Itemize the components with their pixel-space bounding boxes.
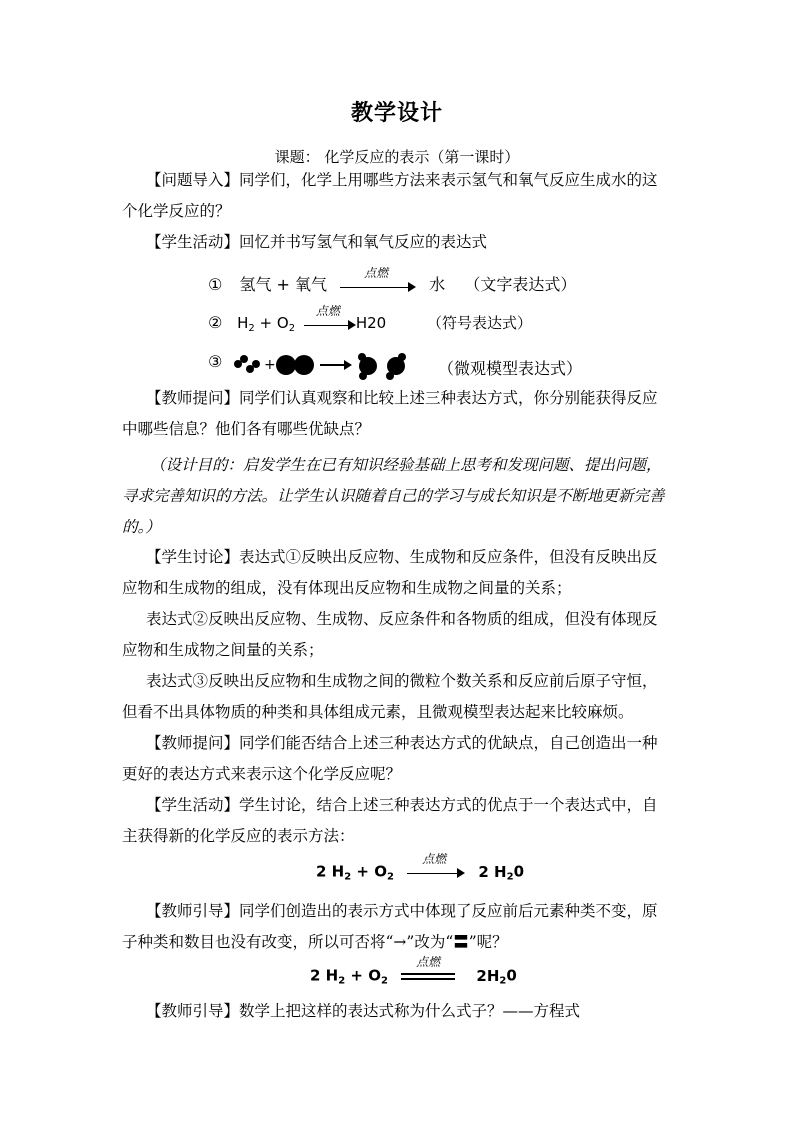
chemical-equation-arrow — [316, 852, 525, 883]
eq2-water-o: 0 — [506, 966, 517, 985]
design-purpose-line-1: （设计目的：启发学生在已有知识经验基础上思考和发现问题、提出问题， — [150, 456, 662, 474]
expr2-o-sub: 2 — [288, 323, 296, 334]
teacher-question-2-line-2: 更好的表达方式来表示这个化学反应呢？ — [122, 765, 402, 783]
arrow-icon — [348, 320, 356, 330]
eq1-h2-coef: 2 H — [316, 862, 345, 881]
eq1-condition: 点燃 — [422, 852, 447, 866]
eq1-water-o: 0 — [513, 862, 525, 881]
teacher-guide-1-line-2: 子种类和数目也没有改变，所以可否将“→”改为“〓”呢？ — [122, 933, 508, 951]
arrow-icon — [457, 868, 465, 878]
eq1-h2-sub: 2 — [344, 871, 352, 883]
page-title: 教学设计 — [350, 101, 443, 126]
expr3-analysis-line-2: 但看不出具体物质的种类和具体组成元素，且微观模型表达起来比较麻烦。 — [122, 703, 634, 721]
expr2-condition: 点燃 — [315, 303, 340, 318]
symbol-equation — [208, 303, 533, 334]
expr1-product: 水 — [429, 275, 446, 294]
expr-num-3: ③ — [208, 352, 223, 371]
teacher-guide-2: 【教师引导】数学上把这样的表达式称为什么式子？——方程式 — [146, 1002, 581, 1020]
eq2-condition: 点燃 — [416, 955, 441, 969]
design-purpose-line-2: 寻求完善知识的方法。让学生认识随着自己的学习与成长知识是不断地更新完善 — [122, 487, 665, 505]
expr1-note: （文字表达式） — [464, 275, 577, 294]
eq1-water: 2 H — [478, 862, 507, 881]
expr2-o: + O — [254, 314, 289, 332]
arrow-icon — [408, 282, 416, 292]
eq2-o2: + O — [345, 966, 381, 985]
expr3-note: （微观模型表达式） — [438, 359, 583, 378]
plus-sign: + — [264, 357, 276, 373]
student-discussion-line-1: 【学生讨论】表达式①反映出反应物、生成物和反应条件，但没有反映出反 — [146, 548, 658, 566]
eq2-water: 2H — [476, 966, 500, 985]
design-purpose-line-3: 的。） — [122, 518, 161, 536]
expr1-reactants: 氢气 + 氧气 — [239, 275, 328, 294]
intro-line-2: 个化学反应的？ — [122, 202, 231, 220]
eq1-o2: + O — [351, 862, 387, 881]
student-activity-1: 【学生活动】回忆并书写氢气和氧气反应的表达式 — [146, 233, 488, 251]
expr-num-1: ① — [208, 275, 223, 294]
eq2-water-sub: 2 — [499, 975, 507, 987]
intro-line-1: 【问题导入】同学们，化学上用哪些方法来表示氢气和氧气反应生成水的这 — [146, 171, 658, 189]
eq2-h2-sub: 2 — [338, 975, 346, 987]
model-equation — [208, 352, 608, 382]
eq1-water-sub: 2 — [506, 871, 514, 883]
eq2-h2-coef: 2 H — [310, 966, 339, 985]
teacher-guide-1-line-1: 【教师引导】同学们创造出的表示方式中体现了反应前后元素种类不变，原 — [146, 902, 658, 920]
word-equation — [208, 265, 577, 296]
expr1-condition: 点燃 — [364, 265, 389, 280]
student-discussion-line-2: 应物和生成物的组成，没有体现出反应物和生成物之间量的关系； — [122, 579, 572, 597]
expr2-analysis-line-2: 应物和生成物之间量的关系； — [122, 641, 324, 659]
expr2-analysis-line-1: 表达式②反映出反应物、生成物、反应条件和各物质的组成，但没有体现反 — [146, 610, 658, 628]
teacher-question-1-line-2: 中哪些信息？他们各有哪些优缺点？ — [122, 420, 371, 438]
eq2-o2-sub: 2 — [380, 975, 388, 987]
expr2-h: H — [237, 314, 249, 332]
eq1-o2-sub: 2 — [386, 871, 394, 883]
molecule-model-icon — [232, 350, 442, 380]
chemical-equation-equals — [310, 955, 517, 987]
expr3-analysis-line-1: 表达式③反映出反应物和生成物之间的微粒个数关系和反应前后原子守恒， — [146, 672, 658, 690]
expr-num-2: ② — [208, 313, 223, 332]
lesson-subtitle: 课题： 化学反应的表示（第一课时） — [274, 148, 520, 166]
student-activity-2-line-1: 【学生活动】学生讨论，结合上述三种表达方式的优点于一个表达式中，自 — [146, 796, 658, 814]
expr2-product: H20 — [355, 314, 387, 332]
student-activity-2-line-2: 主获得新的化学反应的表示方法： — [122, 827, 355, 845]
teacher-question-2-line-1: 【教师提问】同学们能否结合上述三种表达方式的优缺点，自己创造出一种 — [146, 734, 658, 752]
expr2-note: （符号表达式） — [427, 314, 533, 332]
expr2-h-sub: 2 — [248, 323, 255, 334]
teacher-question-1-line-1: 【教师提问】同学们认真观察和比较上述三种表达方式，你分别能获得反应 — [146, 389, 658, 407]
